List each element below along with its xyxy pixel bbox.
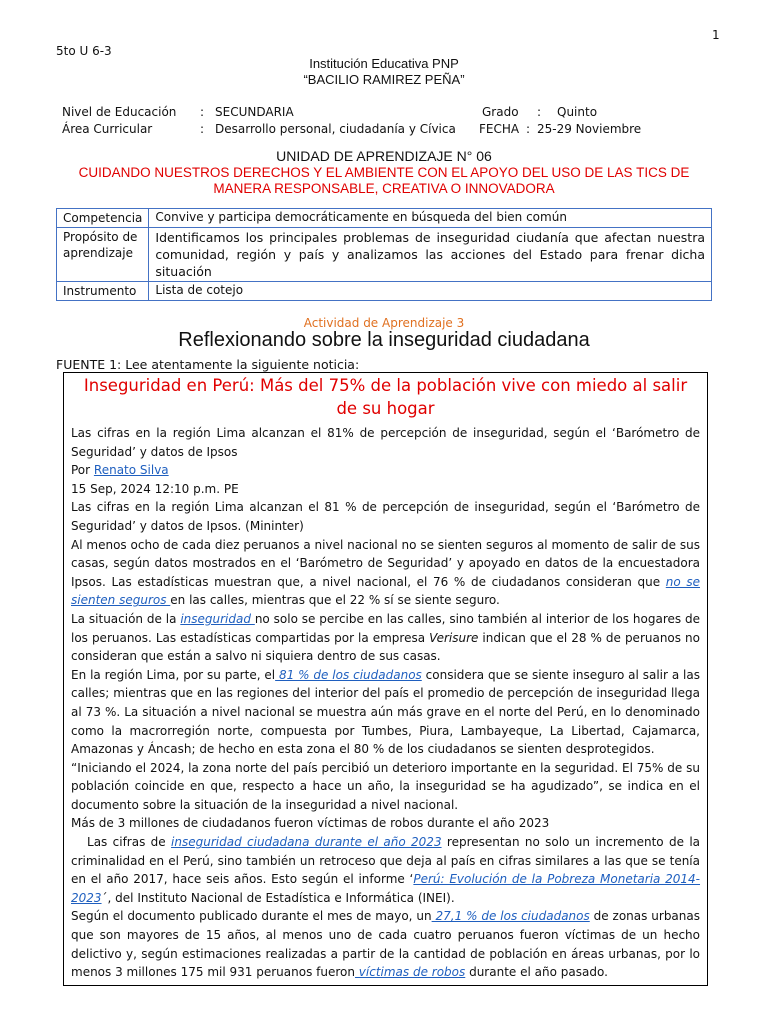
grado-label: Grado [482, 105, 519, 119]
text-span: ´, del Instituto Nacional de Estadística e Informática (INEI). [101, 890, 455, 905]
grado-value: Quinto [557, 105, 598, 119]
article-lead: Las cifras en la región Lima alcanzan el 81% de percepción de inseguridad, según el ‘Barómetro de Seguridad’ y datos de Ipsos [71, 426, 700, 459]
school-name: “BACILIO RAMIREZ PEÑA” [303, 72, 465, 87]
inseguridad-link[interactable]: inseguridad [180, 611, 255, 626]
inei-report-link[interactable]: Perú: Evolución de la Pobreza Monetaria 2014-2023 [71, 872, 701, 905]
text-span: en las calles, mientras que el 22 % sí se siente seguro. [170, 593, 500, 608]
inseguridad-2023-link[interactable]: inseguridad ciudadana durante el año 2023 [171, 835, 442, 850]
article-subheading: Más de 3 millones de ciudadanos fueron víctimas de robos durante el año 2023 [71, 816, 550, 831]
table-row [57, 209, 712, 228]
no-se-sienten-seguros-link[interactable]: no se sienten seguros [71, 574, 700, 608]
area-colon: : [200, 122, 205, 136]
unit-title: UNIDAD DE APRENDIZAJE N° 06 [276, 148, 492, 164]
fecha-value: 25-29 Noviembre [537, 122, 642, 136]
text-span: no solo se percibe en las calles, sino también al interior de los hogares de los peruanos. Las estadísticas compartidas por la empresa [71, 611, 700, 645]
robbery-victims-link[interactable]: víctimas de robos [354, 965, 466, 980]
article-paragraph: Las cifras en la región Lima alcanzan el 81 % de percepción de inseguridad, según el ‘Barómetro de Seguridad’ y datos de Ipsos. (Mininter) [71, 500, 700, 533]
instrumento-value: Lista de cotejo [149, 282, 712, 301]
lima-81-percent-link[interactable]: 81 % de los ciudadanos [275, 667, 422, 682]
instrumento-label: Instrumento [57, 282, 149, 301]
text-span: durante el año pasado. [465, 965, 608, 980]
text-span: La situación de la [71, 611, 181, 626]
document-code: 5to U 6-3 [56, 44, 112, 58]
article-byline [71, 461, 700, 480]
article-headline: Inseguridad en Perú: Más del 75% de la población vive con miedo al salir de su hogar [83, 376, 688, 418]
source-intro: FUENTE 1: Lee atentamente la siguiente noticia: [56, 357, 360, 372]
fecha-colon: : [526, 122, 531, 136]
news-article-box [63, 372, 708, 986]
article-paragraph: “Iniciando el 2024, la zona norte del país percibió un deterioro importante en la seguridad. El 75% de su población coincide en que, respecto a hace un año, la inseguridad se ha agudizado”, se indica en el documento sobre la situación de la inseguridad a nivel nacional. [71, 760, 700, 812]
activity-label: Actividad de Aprendizaje 3 [303, 316, 465, 330]
fecha-label: FECHA [479, 122, 520, 136]
article-paragraph [71, 536, 700, 610]
proposito-value: Identificamos los principales problemas de inseguridad ciudanía que afectan nuestra comunidad, región y país y analizamos las acciones del Estado para frenar dicha situación [149, 228, 712, 282]
text-span: indican que el 28 % de peruanos no consideran que están a salvo ni siquiera dentro de sus casas. [71, 630, 700, 664]
text-span: de zonas urbanas que son mayores de 15 años, al menos uno de cada cuatro peruanos fueron víctimas de un hecho delictivo y, según estimaciones realizadas a partir de la cantidad de población en áreas urbanas, por lo menos 3 millones 175 mil 931 peruanos fueron [71, 909, 700, 980]
nivel-label: Nivel de Educación [62, 105, 177, 119]
table-row [57, 228, 712, 282]
article-paragraph [71, 666, 700, 759]
article-paragraph [71, 833, 700, 907]
article-paragraph [71, 907, 700, 981]
byline-prefix: Por [71, 463, 94, 478]
competencia-value: Convive y participa democráticamente en búsqueda del bien común [149, 209, 712, 228]
article-date: 15 Sep, 2024 12:10 p.m. PE [71, 481, 239, 496]
page-number: 1 [712, 28, 720, 42]
grado-colon: : [537, 105, 542, 119]
article-paragraph [71, 610, 700, 666]
area-label: Área Curricular [62, 122, 153, 136]
area-value: Desarrollo personal, ciudadanía y Cívica [215, 122, 456, 136]
text-span: Al menos ocho de cada diez peruanos a nivel nacional no se sienten seguros al momento de salir de sus casas, según datos mostrados en el ‘Barómetro de Seguridad’ y apoyado en datos de la encuestadora Ipsos. Las estadísticas muestran que, a nivel nacional, el 76 % de ciudadanos consideran que [71, 537, 700, 589]
victims-percent-link[interactable]: 27,1 % de los ciudadanos [431, 909, 590, 924]
institution-header [0, 56, 768, 88]
table-row [57, 282, 712, 301]
competencia-label: Competencia [57, 209, 149, 228]
text-span: representan no solo un incremento de la criminalidad en el Perú, sino también un retroceso que deja al país en cifras similares a las que se tenía en el año 2017, hace seis años. Esto según el informe ‘ [71, 835, 701, 887]
nivel-colon: : [200, 105, 205, 119]
author-link[interactable]: Renato Silva [93, 463, 169, 478]
proposito-label: Propósito de aprendizaje [57, 228, 149, 282]
text-span: considera que se siente inseguro al salir a las calles; mientras que en las regiones del interior del país el promedio de percepción de inseguridad llega al 73 %. La situación a nivel nacional se muestra aún más grave en el norte del Perú, en lo denominado como la macrorregión norte, compuesta por Tumbes, Piura, Lambayeque, La Libertad, Cajamarca, Amazonas y Áncash; de hecho en esta zona el 80 % de los ciudadanos se sienten desprotegidos. [71, 667, 700, 757]
text-span: Las cifras de [71, 835, 172, 850]
verisure-text: Verisure [429, 630, 479, 645]
unit-subtitle: CUIDANDO NUESTROS DERECHOS Y EL AMBIENTE CON EL APOYO DEL USO DE LAS TICS DE MANERA RESPONSABLE, CREATIVA O INNOVADORA [78, 165, 690, 196]
text-span: Según el documento publicado durante el mes de mayo, un [71, 909, 432, 924]
activity-title: Reflexionando sobre la inseguridad ciudadana [178, 329, 590, 351]
text-span: En la región Lima, por su parte, el [71, 667, 276, 682]
nivel-value: SECUNDARIA [215, 105, 294, 119]
institution-name: Institución Educativa PNP [309, 56, 459, 71]
info-table [56, 208, 712, 301]
